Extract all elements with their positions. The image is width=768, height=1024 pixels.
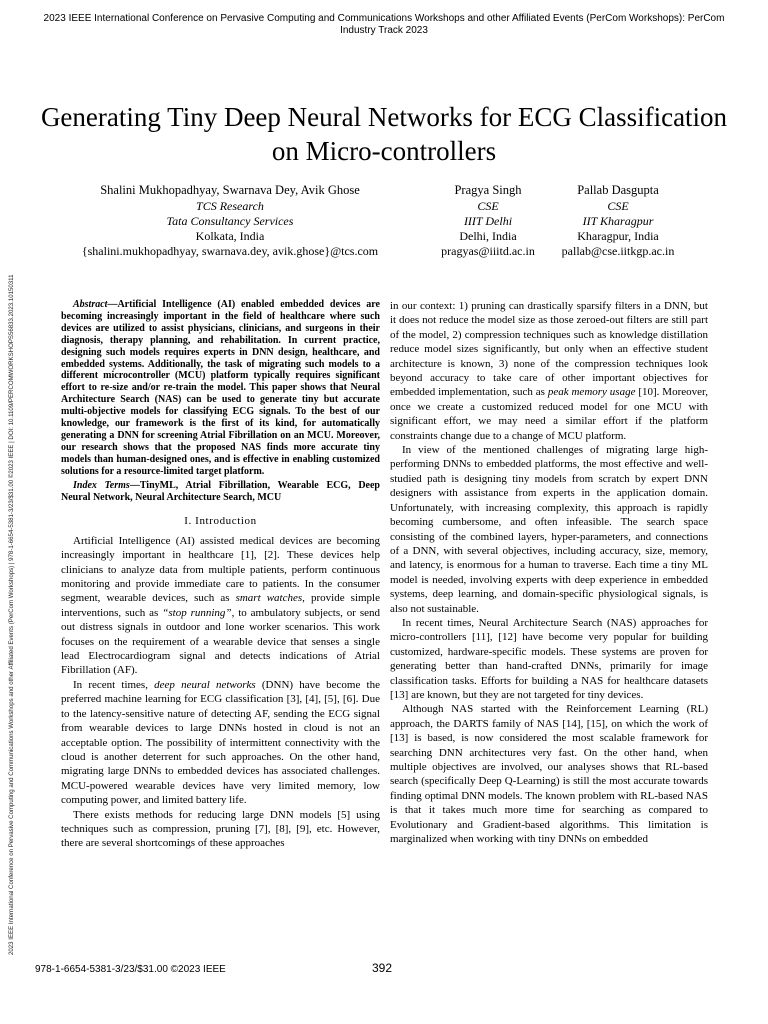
section-heading-introduction: I. Introduction xyxy=(184,515,257,528)
intro-paragraph-4: in our context: 1) pruning can drastically sparsify filters in a DNN, but it does not reduce the model size as those zeroed-out filters are still part of the model, 2) compression techniques such as knowledge distillation reduce model sizes significantly, but only when an effective student architecture is known, 3) none of the compression techniques look beyond accuracy to take care of other important objectives for embedded implementation, such as peak memory usage [10]. Moreover, once we create a customized reduced model for one MCU with significant effort, we may need a similar effort if the platform constraints change due to a change of MCU platform. xyxy=(390,300,708,442)
intro-paragraph-2: In recent times, deep neural networks (DNN) have become the preferred machine learning for ECG classification [3], [4], [5], [6]. Due to the latency-sensitive nature of detecting AF, sending the ECG signal from wearable devices to large DNNs hosted in cloud is not an acceptable option. The possibility of intermittent connectivity with the cloud is another deterrent for such approaches. On the other hand, migrating large DNNs to embedded devices has associated challenges. MCU-powered wearable devices have very limited memory, low computing power, and limited battery life. xyxy=(61,678,380,807)
author-org: IIT Kharagpur xyxy=(582,214,654,228)
author-email: pragyas@iiitd.ac.in xyxy=(441,244,535,258)
intro-paragraph-3: There exists methods for reducing large DNN models [5] using techniques such as compression, pruning [7], [8], [9], etc. However, there are several shortcomings of these approaches xyxy=(61,808,380,850)
abstract-text: —Artificial Intelligence (AI) enabled embedded devices are becoming increasingly important in the field of healthcare where such devices are utilized to assist physicians, clinicians, and surgeons in their diagnosis, therapy planning, and rehabilitation. In current practice, designing such models requires experts in DNN design, healthcare, and embedded systems. Additionally, the task of migrating such models to a different microcontroller (MCU) platform typically requires significant effort to re-size and/or re-train the model. This paper shows that Neural Architecture Search (NAS) can be used to generate tiny but accurate multi-objective models for classifying ECG signals. To the best of our knowledge, our framework is the first of its kind, for automatically generating a DNN for screening Atrial Fibrillation on an MCU. Moreover, our research shows that the proposed NAS finds more accurate tiny models than human-designed ones, and is effective in enabling customized solutions for a resource-limited target platform. xyxy=(61,299,380,477)
author-names: Pallab Dasgupta xyxy=(577,183,659,197)
abstract-lead: Abstract xyxy=(73,299,108,310)
author-dept: CSE xyxy=(607,199,629,213)
author-email: pallab@cse.iitkgp.ac.in xyxy=(561,244,675,258)
footer-isbn: 978-1-6654-5381-3/23/$31.00 ©2023 IEEE xyxy=(35,964,226,975)
author-names: Shalini Mukhopadhyay, Swarnava Dey, Avik Ghose xyxy=(100,183,360,197)
author-location: Delhi, India xyxy=(459,229,517,243)
left-column xyxy=(61,299,380,851)
author-org: Tata Consultancy Services xyxy=(166,214,294,228)
author-location: Kharagpur, India xyxy=(577,229,659,243)
side-identifier-strip xyxy=(5,95,19,955)
author-list xyxy=(40,183,728,263)
intro-paragraph-5: In view of the mentioned challenges of migrating large high-performing DNNs to embedded platforms, the most effective and well-studied path is designing tiny models from scratch by expert DNN designers with assistance from experts in the application domain. Unfortunately, with increasing complexity, this approach is rapidly becoming cumbersome, and often infeasible. The search space consisting of the combined layers, hyper-parameters, and connections of a DNN, with several objectives, including accuracy, size, memory, and latency, is enormous for a human to traverse. Each time a tiny ML model is needed, involving experts with deep experience in embedded systems, deep learning, and domain-specific physiological signals, is also not sustainable. xyxy=(390,444,708,615)
author-org: IIIT Delhi xyxy=(463,214,513,228)
author-block-tcs xyxy=(70,183,390,259)
author-block-iiitd xyxy=(428,183,548,259)
author-dept: CSE xyxy=(477,199,499,213)
right-column xyxy=(390,299,708,846)
abstract xyxy=(61,299,380,478)
page-number: 392 xyxy=(372,961,393,975)
conference-header: 2023 IEEE International Conference on Pervasive Computing and Communications Workshops and other Affiliated Events (PerCom Workshops): PerCom Industry Track 2023 xyxy=(43,13,725,36)
author-block-iitkgp xyxy=(548,183,688,259)
intro-paragraph-6: In recent times, Neural Architecture Search (NAS) approaches for micro-controllers [11], [12] have become very popular for building customized, hardware-specific models. These systems are proven for generating better than hand-crafted DNNs, primarily for image classification tasks. Efforts for building a NAS for healthcare datasets [13] are known, but they are not targeted for tiny devices. xyxy=(390,616,708,701)
author-names: Pragya Singh xyxy=(454,183,522,197)
author-email: {shalini.mukhopadhyay, swarnava.dey, avik.ghose}@tcs.com xyxy=(81,244,379,258)
index-terms-text: —TinyML, Atrial Fibrillation, Wearable ECG, Deep Neural Network, Neural Architecture Search, MCU xyxy=(61,479,380,503)
author-location: Kolkata, India xyxy=(195,229,265,243)
side-identifier-text: 2023 IEEE International Conference on Pervasive Computing and Communications Workshops and other Affiliated Events (PerCom Workshops) | 978-1-6654-5381-3/23/$31.00 ©2023 IEEE | DOI: 10.1109/PERCOMWORKSHOPS56833.2023.10150311 xyxy=(8,274,15,955)
intro-paragraph-1: Artificial Intelligence (AI) assisted medical devices are becoming increasingly important in healthcare [1], [2]. These devices help clinicians to analyze data from multiple patients, perform continuous monitoring and provide immediate care to patients. In the consumer segment, wearable devices, such as smart watches, provide simple interventions, such as “stop running”, to ambulatory subjects, or send out distress signals in outdoor and lone worker scenarios. This work focuses on the requirement of a wearable device that senses a single lead Electrocardiogram signal and detects indications of Atrial Fibrillation (AF). xyxy=(61,534,381,677)
paper-title: Generating Tiny Deep Neural Networks for ECG Classification on Micro-controllers xyxy=(40,102,728,166)
intro-paragraph-7: Although NAS started with the Reinforcement Learning (RL) approach, the DARTS family of NAS [14], [15], on which the work of [13] is based, is now considered the most scalable framework for searching DNN architectures very fast. On the other hand, when multiple objectives are involved, our analyses shows that RL-based search (specifically Deep Q-Learning) is still the most accurate towards finding optimal DNN models. The known problem with RL-based NAS is that it takes much more time for searching as compared to Evolutionary and Gradient-based algorithms. This limitation is marginalized when working with tiny DNNs on embedded xyxy=(390,703,708,846)
index-terms-lead: Index Terms xyxy=(73,479,130,491)
author-dept: TCS Research xyxy=(196,199,264,213)
index-terms xyxy=(61,480,380,504)
